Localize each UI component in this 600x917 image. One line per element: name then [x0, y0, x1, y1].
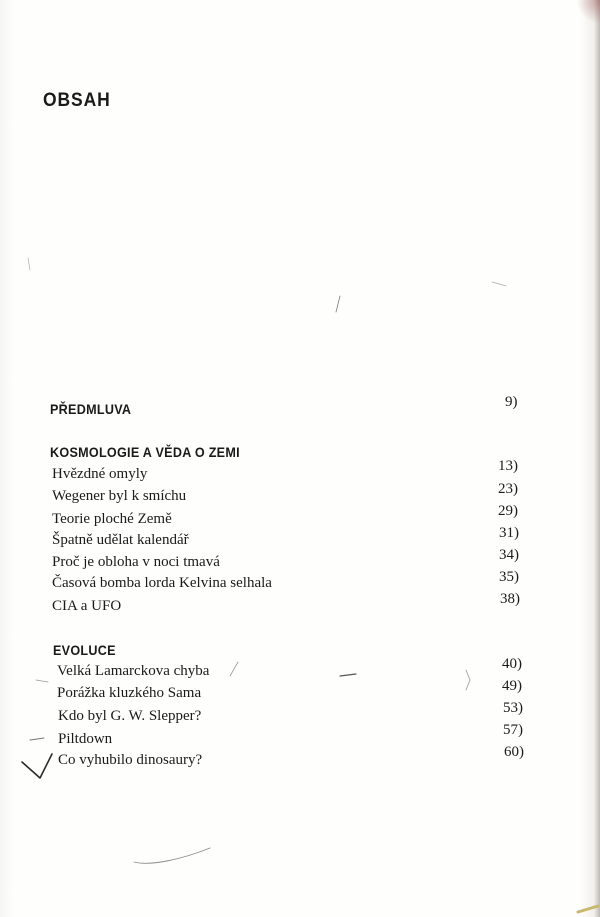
toc-entry-page: 29) — [498, 503, 518, 519]
toc-entry-title: Hvězdné omyly — [52, 466, 148, 482]
toc-entry-page: 40) — [502, 656, 522, 672]
pencil-stroke — [134, 848, 210, 863]
preface-label: PŘEDMLUVA — [50, 401, 132, 417]
toc-entry-title: Wegener byl k smíchu — [52, 488, 187, 504]
toc-entry-title: Špatně udělat kalendář — [52, 532, 189, 548]
toc-entry-title: Teorie ploché Země — [52, 511, 172, 527]
pencil-stroke — [28, 258, 30, 270]
toc-entry-page: 49) — [502, 678, 522, 694]
pencil-stroke — [340, 674, 356, 676]
toc-entry-title: Kdo byl G. W. Slepper? — [58, 708, 202, 724]
toc-entry-title: Velká Lamarckova chyba — [57, 663, 210, 679]
toc-entry-page: 38) — [500, 591, 520, 607]
section-heading-evolution: EVOLUCE — [53, 642, 116, 658]
toc-entry-page: 13) — [498, 458, 518, 474]
contents-title: OBSAH — [43, 90, 111, 111]
toc-entry-title: Co vyhubilo dinosaury? — [58, 752, 203, 768]
section-heading-cosmology: KOSMOLOGIE A VĚDA O ZEMI — [50, 444, 240, 460]
pencil-stroke — [492, 282, 506, 286]
toc-entry-page: 57) — [503, 722, 523, 738]
toc-entry-title: Proč je obloha v noci tmavá — [52, 554, 220, 570]
toc-entry-page: 60) — [504, 744, 524, 760]
pencil-stroke — [466, 670, 470, 690]
pencil-stroke — [36, 680, 48, 682]
toc-entry-page: 23) — [498, 481, 518, 497]
pencil-checkmark — [22, 754, 52, 778]
pencil-stroke — [578, 906, 598, 912]
toc-entry-page: 53) — [503, 700, 523, 716]
toc-entry-page: 34) — [499, 547, 519, 563]
toc-entry-title: Porážka kluzkého Sama — [57, 685, 202, 701]
toc-entry-title: Piltdown — [58, 731, 113, 747]
toc-entry-page: 31) — [499, 525, 519, 541]
pencil-stroke — [30, 738, 44, 740]
pencil-stroke — [336, 296, 340, 312]
pencil-stroke — [230, 662, 238, 676]
toc-entry-title: CIA a UFO — [52, 598, 122, 614]
preface-page: 9) — [505, 394, 518, 410]
toc-entry-page: 35) — [499, 569, 519, 585]
toc-entry-title: Časová bomba lorda Kelvina selhala — [52, 575, 272, 591]
